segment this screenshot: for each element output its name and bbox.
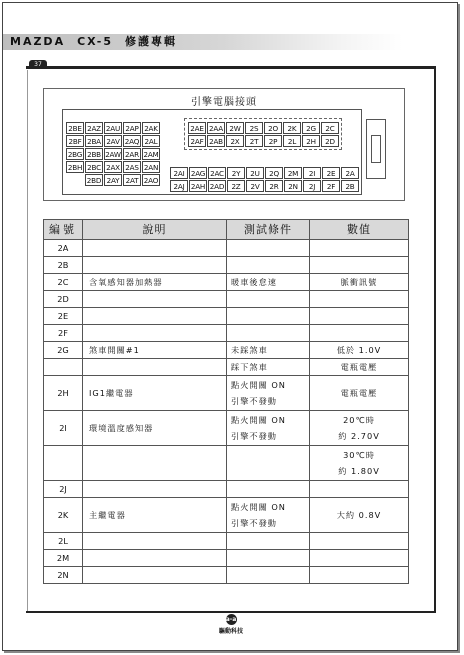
cell-condition (227, 533, 310, 550)
connector-pin: 2AM (143, 150, 159, 159)
cell-pin-id: 2I (44, 411, 83, 446)
connector-diagram (43, 88, 405, 201)
cell-pin-id: 2N (44, 567, 83, 584)
cell-condition-line2: 引擎不發動 (231, 396, 277, 406)
cell-description: 環境溫度感知器 (83, 411, 227, 446)
connector-pin: 2BD (86, 176, 102, 185)
cell-description (83, 308, 227, 325)
cell-description: IG1繼電器 (83, 376, 227, 411)
pin-spec-table (43, 219, 409, 584)
connector-pin: 2C (321, 122, 339, 134)
connector-pin: 2AB (207, 135, 225, 147)
connector-pin: 2BE (66, 122, 84, 134)
cell-description (83, 550, 227, 567)
connector-pin: 2AO (143, 176, 159, 185)
connector-pin: 2Z (227, 180, 245, 192)
cell-condition (227, 411, 310, 446)
cell-condition-line1: 點火開關 ON (231, 502, 286, 512)
cell-description: 含氧感知器加熱器 (83, 274, 227, 291)
connector-pin: 2AN (143, 163, 159, 172)
connector-pin: 2T (245, 135, 263, 147)
connector-pin: 2AY (104, 174, 122, 186)
table-row (44, 533, 409, 550)
right-rule (434, 66, 436, 612)
table-row (44, 274, 409, 291)
cell-value (310, 411, 409, 446)
connector-pin: 2BG (67, 150, 83, 159)
connector-pin: 2Y (227, 167, 245, 179)
cell-description (83, 481, 227, 498)
cell-condition (227, 498, 310, 533)
left-rule (27, 70, 28, 612)
connector-pin: 2AL (142, 135, 160, 147)
connector-pin: 2A (341, 167, 359, 179)
connector-pin: 2BA (85, 135, 103, 147)
table-row (44, 550, 409, 567)
table-row (44, 359, 409, 376)
cell-condition: 踩下煞車 (227, 359, 310, 376)
connector-pin: 2Q (265, 167, 283, 179)
cell-description: 主繼電器 (83, 498, 227, 533)
table-row (44, 308, 409, 325)
table-row (44, 291, 409, 308)
cell-value (310, 240, 409, 257)
connector-pin: 2AT (123, 174, 141, 186)
cell-pin-id: 2L (44, 533, 83, 550)
connector-pin: 2P (264, 135, 282, 147)
page-number-badge: 37 (29, 60, 47, 69)
connector-pin: 2O (264, 122, 282, 134)
header-model: CX-5 (77, 35, 113, 48)
connector-pin: 2AI (170, 167, 188, 179)
diagram-title: 引擎電腦接頭 (191, 97, 257, 108)
pin-group-upper-right (188, 122, 340, 148)
connector-pin: 2H (302, 135, 320, 147)
connector-pin: 2AG (190, 169, 206, 178)
connector-pin: 2AU (105, 124, 121, 133)
cell-description (83, 257, 227, 274)
cell-pin-id: 2B (44, 257, 83, 274)
table-row (44, 446, 409, 481)
connector-pin: 2AR (123, 148, 141, 160)
connector-pin: 2AK (142, 122, 160, 134)
connector-pin: 2AA (208, 124, 223, 133)
cell-pin-id: 2J (44, 481, 83, 498)
cell-value-line1: 20℃時 (343, 415, 375, 425)
cell-value (310, 567, 409, 584)
table-row (44, 325, 409, 342)
logo-mark: a-a (225, 616, 237, 623)
connector-pin: 2S (245, 122, 263, 134)
pin-group-left (66, 122, 161, 187)
table-row (44, 257, 409, 274)
connector-pin: 2AE (188, 122, 206, 134)
cell-description (83, 359, 227, 376)
cell-value (310, 257, 409, 274)
connector-pin: 2BF (66, 135, 84, 147)
cell-description (83, 291, 227, 308)
connector-pin: 2X (226, 135, 244, 147)
table-body (44, 240, 409, 584)
publisher-logo (216, 614, 246, 635)
cell-condition: 未踩煞車 (227, 342, 310, 359)
logo-text: 驅動科技 (218, 628, 243, 635)
cell-pin-id: 2H (44, 376, 83, 411)
cell-value (310, 308, 409, 325)
cell-condition (227, 481, 310, 498)
connector-pin: 2V (246, 180, 264, 192)
cell-description (83, 533, 227, 550)
connector-pin: 2BH (67, 163, 83, 172)
cell-value-line1: 30℃時 (343, 450, 375, 460)
table-row (44, 342, 409, 359)
table-row (44, 498, 409, 533)
table-row (44, 240, 409, 257)
cell-condition-line2: 引擎不發動 (231, 431, 277, 441)
connector-pin: 2G (302, 122, 320, 134)
table-row (44, 567, 409, 584)
cell-pin-id: 2M (44, 550, 83, 567)
connector-pin: 2E (322, 167, 340, 179)
connector-pin (66, 174, 84, 186)
connector-pin: 2B (341, 180, 359, 192)
connector-pin: 2AX (104, 161, 122, 173)
cell-value: 低於 1.0V (310, 342, 409, 359)
cell-pin-id: 2D (44, 291, 83, 308)
cell-condition (227, 257, 310, 274)
cell-condition (227, 567, 310, 584)
connector-pin: 2K (283, 122, 301, 134)
cell-description: 煞車開關#1 (83, 342, 227, 359)
connector-pin: 2AZ (85, 122, 103, 134)
cell-condition (227, 446, 310, 481)
col-header-desc: 說明 (83, 220, 227, 240)
connector-pin: 2D (321, 135, 339, 147)
cell-pin-id: 2K (44, 498, 83, 533)
connector-pin: 2U (246, 167, 264, 179)
connector-pin: 2BC (85, 161, 103, 173)
connector-pin: 2AJ (170, 180, 188, 192)
cell-value-line2: 約 2.70V (338, 431, 380, 441)
connector-pin: 2I (303, 167, 321, 179)
cell-value: 電瓶電壓 (310, 376, 409, 411)
connector-pin: 2AH (190, 182, 206, 191)
cell-description (83, 446, 227, 481)
top-rule (26, 66, 436, 69)
cell-condition-line1: 點火開關 ON (231, 415, 286, 425)
connector-pin: 2F (322, 180, 340, 192)
col-header-condition: 測試條件 (227, 220, 310, 240)
header-title (10, 34, 177, 50)
bottom-rule (26, 611, 436, 613)
connector-pin: 2AQ (124, 137, 140, 146)
cell-condition (227, 376, 310, 411)
header-book-title: 修護專輯 (124, 35, 177, 48)
cell-value (310, 325, 409, 342)
cell-value (310, 550, 409, 567)
cell-condition (227, 550, 310, 567)
cell-pin-id (44, 446, 83, 481)
table-row (44, 481, 409, 498)
cell-value (310, 481, 409, 498)
connector-pin: 2J (303, 180, 321, 192)
cell-condition-line2: 引擎不發動 (231, 518, 277, 528)
cell-value (310, 446, 409, 481)
connector-pin: 2AW (105, 150, 121, 159)
connector-pin: 2AD (209, 182, 225, 191)
cell-condition (227, 291, 310, 308)
cell-description (83, 567, 227, 584)
connector-pin: 2L (283, 135, 301, 147)
header-brand: MAZDA (10, 35, 66, 48)
connector-pin: 2AV (104, 135, 122, 147)
cell-condition (227, 325, 310, 342)
connector-pin: 2M (284, 167, 302, 179)
cell-pin-id (44, 359, 83, 376)
cell-value: 脈衝訊號 (310, 274, 409, 291)
connector-pin: 2R (265, 180, 283, 192)
connector-pin: 2N (284, 180, 302, 192)
cell-value (310, 533, 409, 550)
table-row (44, 376, 409, 411)
connector-latch-inner (371, 135, 381, 163)
col-header-value: 數值 (310, 220, 409, 240)
table-row (44, 411, 409, 446)
connector-pin: 2AS (123, 161, 141, 173)
col-header-id: 編號 (44, 220, 83, 240)
connector-pin: 2W (226, 122, 244, 134)
connector-pin: 2AF (188, 135, 206, 147)
cell-value (310, 291, 409, 308)
cell-condition (227, 308, 310, 325)
cell-pin-id: 2G (44, 342, 83, 359)
cell-value: 大約 0.8V (310, 498, 409, 533)
cell-pin-id: 2C (44, 274, 83, 291)
cell-pin-id: 2E (44, 308, 83, 325)
cell-description (83, 325, 227, 342)
cell-condition-line1: 點火開關 ON (231, 380, 286, 390)
cell-value-line2: 約 1.80V (338, 466, 380, 476)
pin-group-lower-right (170, 167, 360, 193)
table-header-row (44, 220, 409, 240)
cell-condition: 暖車後怠速 (227, 274, 310, 291)
connector-pin: 2AC (208, 167, 226, 179)
cell-value: 電瓶電壓 (310, 359, 409, 376)
connector-pin: 2AP (123, 122, 141, 134)
cell-pin-id: 2A (44, 240, 83, 257)
connector-pin: 2BB (85, 148, 103, 160)
cell-pin-id: 2F (44, 325, 83, 342)
cell-description (83, 240, 227, 257)
cell-condition (227, 240, 310, 257)
